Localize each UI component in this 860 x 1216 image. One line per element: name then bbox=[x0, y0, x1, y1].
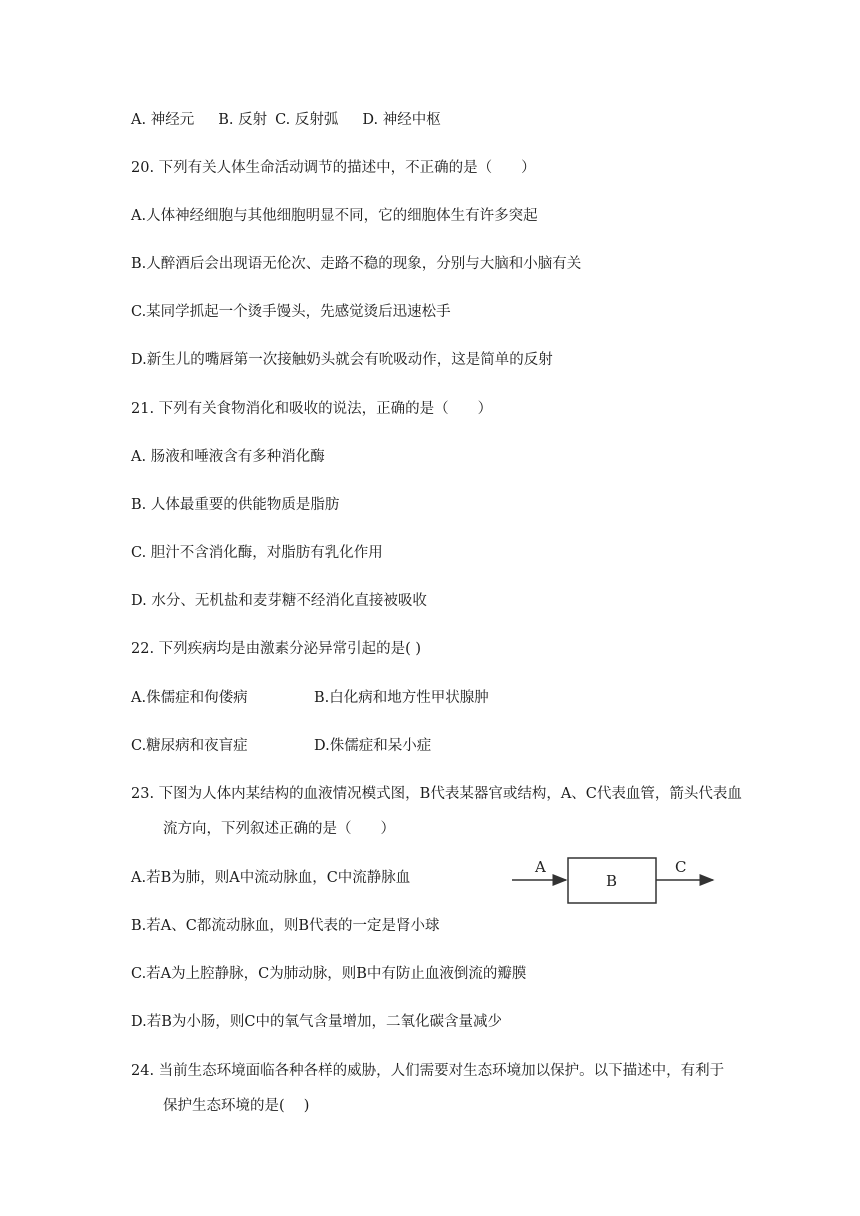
label-c: C bbox=[675, 858, 687, 876]
q19-option-a: A. 神经元 bbox=[131, 112, 195, 128]
q22-option-b: B.白化病和地方性甲状腺肿 bbox=[314, 690, 489, 706]
q19-option-d: D. 神经中枢 bbox=[362, 112, 441, 128]
q23-option-b: B.若A、C都流动脉血，则B代表的一定是肾小球 bbox=[131, 918, 440, 934]
q22-option-c: C.糖尿病和夜盲症 bbox=[131, 738, 248, 754]
q24-stem-line1: 24. 当前生态环境面临各种各样的威胁，人们需要对生态环境加以保护。以下描述中，有利于 bbox=[131, 1063, 725, 1079]
q19-option-c: C. 反射弧 bbox=[275, 112, 339, 128]
q23-option-c: C.若A为上腔静脉，C为肺动脉，则B中有防止血液倒流的瓣膜 bbox=[131, 966, 527, 982]
q22-option-d: D.侏儒症和呆小症 bbox=[314, 738, 432, 754]
q20-stem: 20. 下列有关人体生命活动调节的描述中，不正确的是（ ） bbox=[131, 160, 536, 176]
q19-option-b: B. 反射 bbox=[218, 112, 268, 128]
q20-option-a: A.人体神经细胞与其他细胞明显不同，它的细胞体生有许多突起 bbox=[131, 208, 538, 224]
label-a: A bbox=[535, 858, 546, 876]
q22-option-a: A.侏儒症和佝偻病 bbox=[131, 690, 248, 706]
q22-stem: 22. 下列疾病均是由激素分泌异常引起的是( ) bbox=[131, 641, 422, 657]
blood-flow-diagram bbox=[508, 848, 728, 918]
q23-option-a: A.若B为肺，则A中流动脉血，C中流静脉血 bbox=[131, 870, 411, 886]
q21-option-b: B. 人体最重要的供能物质是脂肪 bbox=[131, 497, 340, 513]
q20-option-d: D.新生儿的嘴唇第一次接触奶头就会有吮吸动作，这是简单的反射 bbox=[131, 352, 553, 368]
label-b: B bbox=[606, 872, 618, 890]
q21-option-d: D. 水分、无机盐和麦芽糖不经消化直接被吸收 bbox=[131, 593, 427, 609]
q19-options-line bbox=[131, 110, 441, 130]
q20-option-c: C.某同学抓起一个烫手馒头，先感觉烫后迅速松手 bbox=[131, 304, 451, 320]
q23-stem-line2: 流方向，下列叙述正确的是（ ） bbox=[163, 821, 395, 837]
q24-stem-line2: 保护生态环境的是( ) bbox=[163, 1098, 310, 1114]
q21-stem: 21. 下列有关食物消化和吸收的说法，正确的是（ ） bbox=[131, 401, 493, 417]
q21-option-a: A. 肠液和唾液含有多种消化酶 bbox=[131, 449, 325, 465]
q21-option-c: C. 胆汁不含消化酶，对脂肪有乳化作用 bbox=[131, 545, 383, 561]
q20-option-b: B.人醉酒后会出现语无伦次、走路不稳的现象，分别与大脑和小脑有关 bbox=[131, 256, 582, 272]
q23-stem-line1: 23. 下图为人体内某结构的血液情况模式图，B代表某器官或结构，A、C代表血管，箭头代表血 bbox=[131, 786, 742, 802]
q23-option-d: D.若B为小肠，则C中的氧气含量增加，二氧化碳含量减少 bbox=[131, 1014, 502, 1030]
